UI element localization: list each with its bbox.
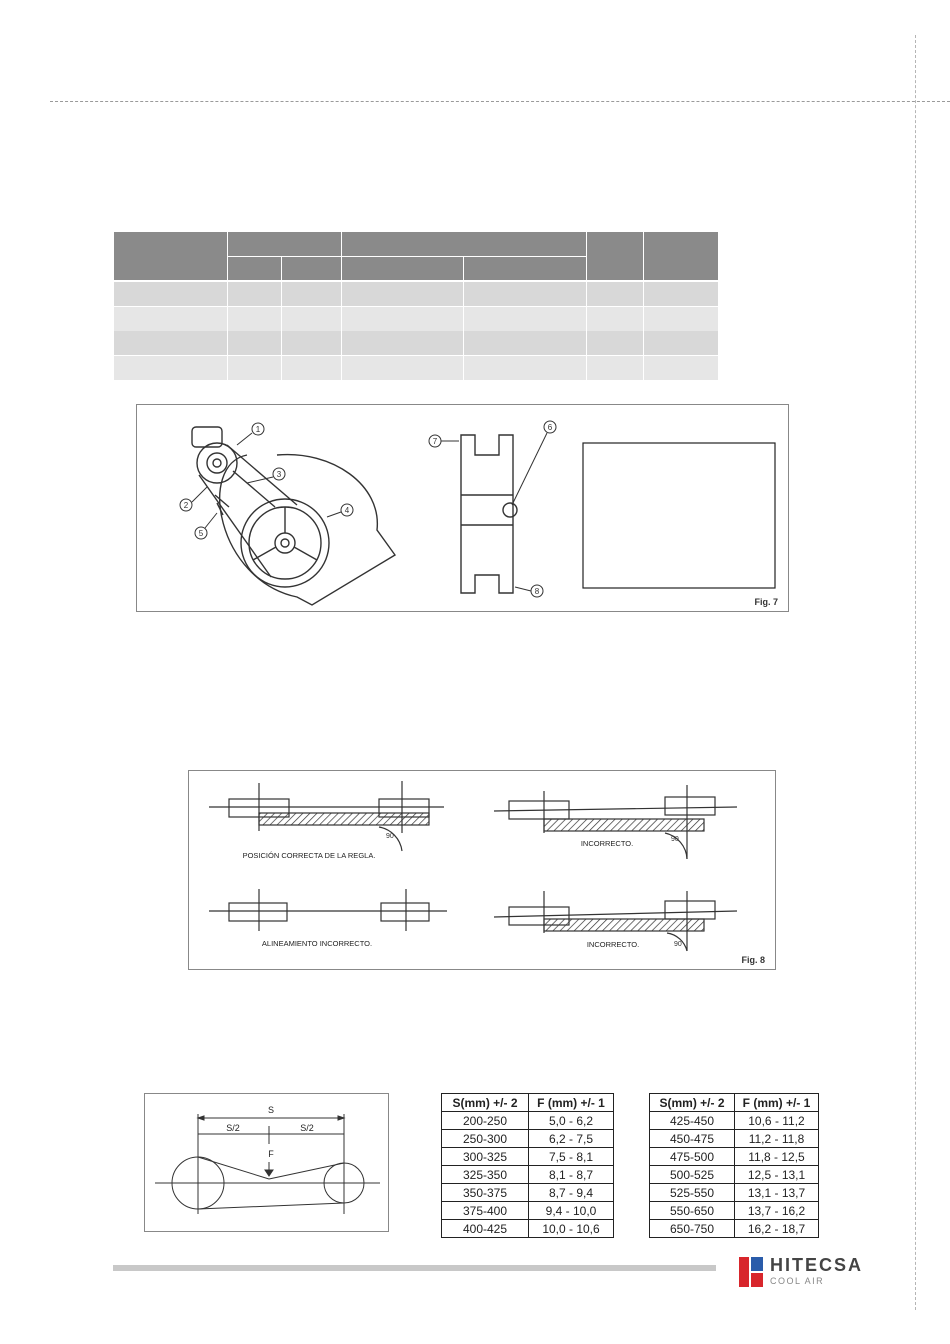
- caption-incorrect: INCORRECTO.: [586, 940, 640, 949]
- deflection-range-cell: 10,6 - 11,2: [735, 1112, 819, 1130]
- deflection-range-cell: 11,8 - 12,5: [735, 1148, 819, 1166]
- column-header: S(mm) +/- 2: [442, 1094, 529, 1112]
- span-range-cell: 300-325: [442, 1148, 529, 1166]
- deflection-range-cell: 13,7 - 16,2: [735, 1202, 819, 1220]
- header-cell: [643, 232, 718, 280]
- callout-3: 3: [276, 470, 282, 479]
- figure-7: [136, 404, 789, 612]
- table-cell: [643, 307, 718, 331]
- spec-table: [114, 232, 718, 380]
- table-row: [442, 1202, 614, 1220]
- table-cell: [281, 307, 341, 331]
- deflection-range-cell: 6,2 - 7,5: [529, 1130, 614, 1148]
- caption-correct: POSICIÓN CORRECTA DE LA REGLA.: [242, 851, 376, 860]
- table-row: [442, 1220, 614, 1238]
- half-span-label: S/2: [300, 1123, 314, 1133]
- table-row: [650, 1112, 819, 1130]
- table-cell: [114, 356, 227, 380]
- column-header: F (mm) +/- 1: [735, 1094, 819, 1112]
- fan-pulley-drawing: [137, 405, 788, 611]
- table-cell: [281, 282, 341, 306]
- deflection-range-cell: 7,5 - 8,1: [529, 1148, 614, 1166]
- table-row: [650, 1220, 819, 1238]
- table-cell: [463, 331, 586, 355]
- deflection-range-cell: 8,7 - 9,4: [529, 1184, 614, 1202]
- table-cell: [341, 307, 463, 331]
- table-row: [442, 1130, 614, 1148]
- column-header: F (mm) +/- 1: [529, 1094, 614, 1112]
- deflection-range-cell: 9,4 - 10,0: [529, 1202, 614, 1220]
- span-range-cell: 550-650: [650, 1202, 735, 1220]
- header-cell: [227, 256, 281, 280]
- header-cell: [227, 232, 341, 256]
- deflection-range-cell: 8,1 - 8,7: [529, 1166, 614, 1184]
- figure-8: [188, 770, 776, 970]
- span-range-cell: 400-425: [442, 1220, 529, 1238]
- header-cell: [341, 256, 463, 280]
- brand-tagline: COOL AIR: [770, 1276, 825, 1286]
- header-cell: [114, 232, 227, 280]
- table-cell: [341, 331, 463, 355]
- table-cell: [586, 356, 643, 380]
- table-row: [442, 1166, 614, 1184]
- header-divider: [50, 101, 950, 102]
- table-cell: [227, 331, 281, 355]
- span-range-cell: 375-400: [442, 1202, 529, 1220]
- table-cell: [281, 356, 341, 380]
- caption-incorrect: INCORRECTO.: [580, 839, 634, 848]
- table-cell: [463, 307, 586, 331]
- table-cell: [586, 331, 643, 355]
- table-cell: [643, 331, 718, 355]
- figure-label: Fig. 8: [741, 955, 765, 965]
- alignment-drawing: [189, 771, 775, 969]
- callout-4: 4: [344, 506, 350, 515]
- span-range-cell: 350-375: [442, 1184, 529, 1202]
- hitecsa-logo: [737, 1253, 897, 1293]
- table-cell: [586, 307, 643, 331]
- deflection-range-cell: 16,2 - 18,7: [735, 1220, 819, 1238]
- deflection-range-cell: 10,0 - 10,6: [529, 1220, 614, 1238]
- span-range-cell: 250-300: [442, 1130, 529, 1148]
- table-row: [650, 1130, 819, 1148]
- deflection-label: F: [268, 1149, 274, 1159]
- callout-2: 2: [183, 501, 189, 510]
- deflection-range-cell: 11,2 - 11,8: [735, 1130, 819, 1148]
- span-range-cell: 425-450: [650, 1112, 735, 1130]
- table-cell: [227, 282, 281, 306]
- span-range-cell: 650-750: [650, 1220, 735, 1238]
- half-span-label: S/2: [226, 1123, 240, 1133]
- span-range-cell: 475-500: [650, 1148, 735, 1166]
- span-range-cell: 525-550: [650, 1184, 735, 1202]
- header-cell: [341, 232, 586, 256]
- figure-label: Fig. 7: [754, 597, 778, 607]
- header-cell: [281, 256, 341, 280]
- table-cell: [463, 282, 586, 306]
- column-header: S(mm) +/- 2: [650, 1094, 735, 1112]
- tension-table-left: [441, 1093, 614, 1238]
- table-cell: [463, 356, 586, 380]
- brand-name: HITECSA: [770, 1255, 864, 1275]
- logo-mark-icon: [737, 1255, 767, 1289]
- span-label: S: [267, 1105, 275, 1115]
- footer-bar: [113, 1265, 716, 1271]
- callout-6: 6: [547, 423, 553, 432]
- table-row: [650, 1202, 819, 1220]
- callout-1: 1: [255, 425, 261, 434]
- table-cell: [643, 282, 718, 306]
- span-range-cell: 200-250: [442, 1112, 529, 1130]
- table-cell: [227, 307, 281, 331]
- margin-guide: [915, 35, 916, 1310]
- deflection-range-cell: 12,5 - 13,1: [735, 1166, 819, 1184]
- table-row: [442, 1148, 614, 1166]
- span-range-cell: 500-525: [650, 1166, 735, 1184]
- span-range-cell: 325-350: [442, 1166, 529, 1184]
- caption-misalignment: ALINEAMIENTO INCORRECTO.: [261, 939, 373, 948]
- deflection-range-cell: 13,1 - 13,7: [735, 1184, 819, 1202]
- deflection-range-cell: 5,0 - 6,2: [529, 1112, 614, 1130]
- table-cell: [114, 282, 227, 306]
- callout-5: 5: [198, 529, 204, 538]
- table-row: [650, 1166, 819, 1184]
- table-row: [650, 1184, 819, 1202]
- callout-7: 7: [432, 437, 438, 446]
- header-cell: [463, 256, 586, 280]
- table-cell: [281, 331, 341, 355]
- header-cell: [586, 232, 643, 280]
- table-cell: [586, 282, 643, 306]
- table-cell: [643, 356, 718, 380]
- table-cell: [227, 356, 281, 380]
- angle-label: 90: [386, 833, 394, 840]
- table-row: [442, 1184, 614, 1202]
- angle-label: 90: [674, 941, 682, 948]
- span-range-cell: 450-475: [650, 1130, 735, 1148]
- belt-tension-diagram: [144, 1093, 389, 1232]
- table-cell: [114, 331, 227, 355]
- angle-label: 90: [671, 836, 679, 843]
- table-row: [442, 1112, 614, 1130]
- table-row: [650, 1148, 819, 1166]
- table-cell: [341, 282, 463, 306]
- tension-table-right: [649, 1093, 819, 1238]
- table-cell: [114, 307, 227, 331]
- table-cell: [341, 356, 463, 380]
- callout-8: 8: [534, 587, 540, 596]
